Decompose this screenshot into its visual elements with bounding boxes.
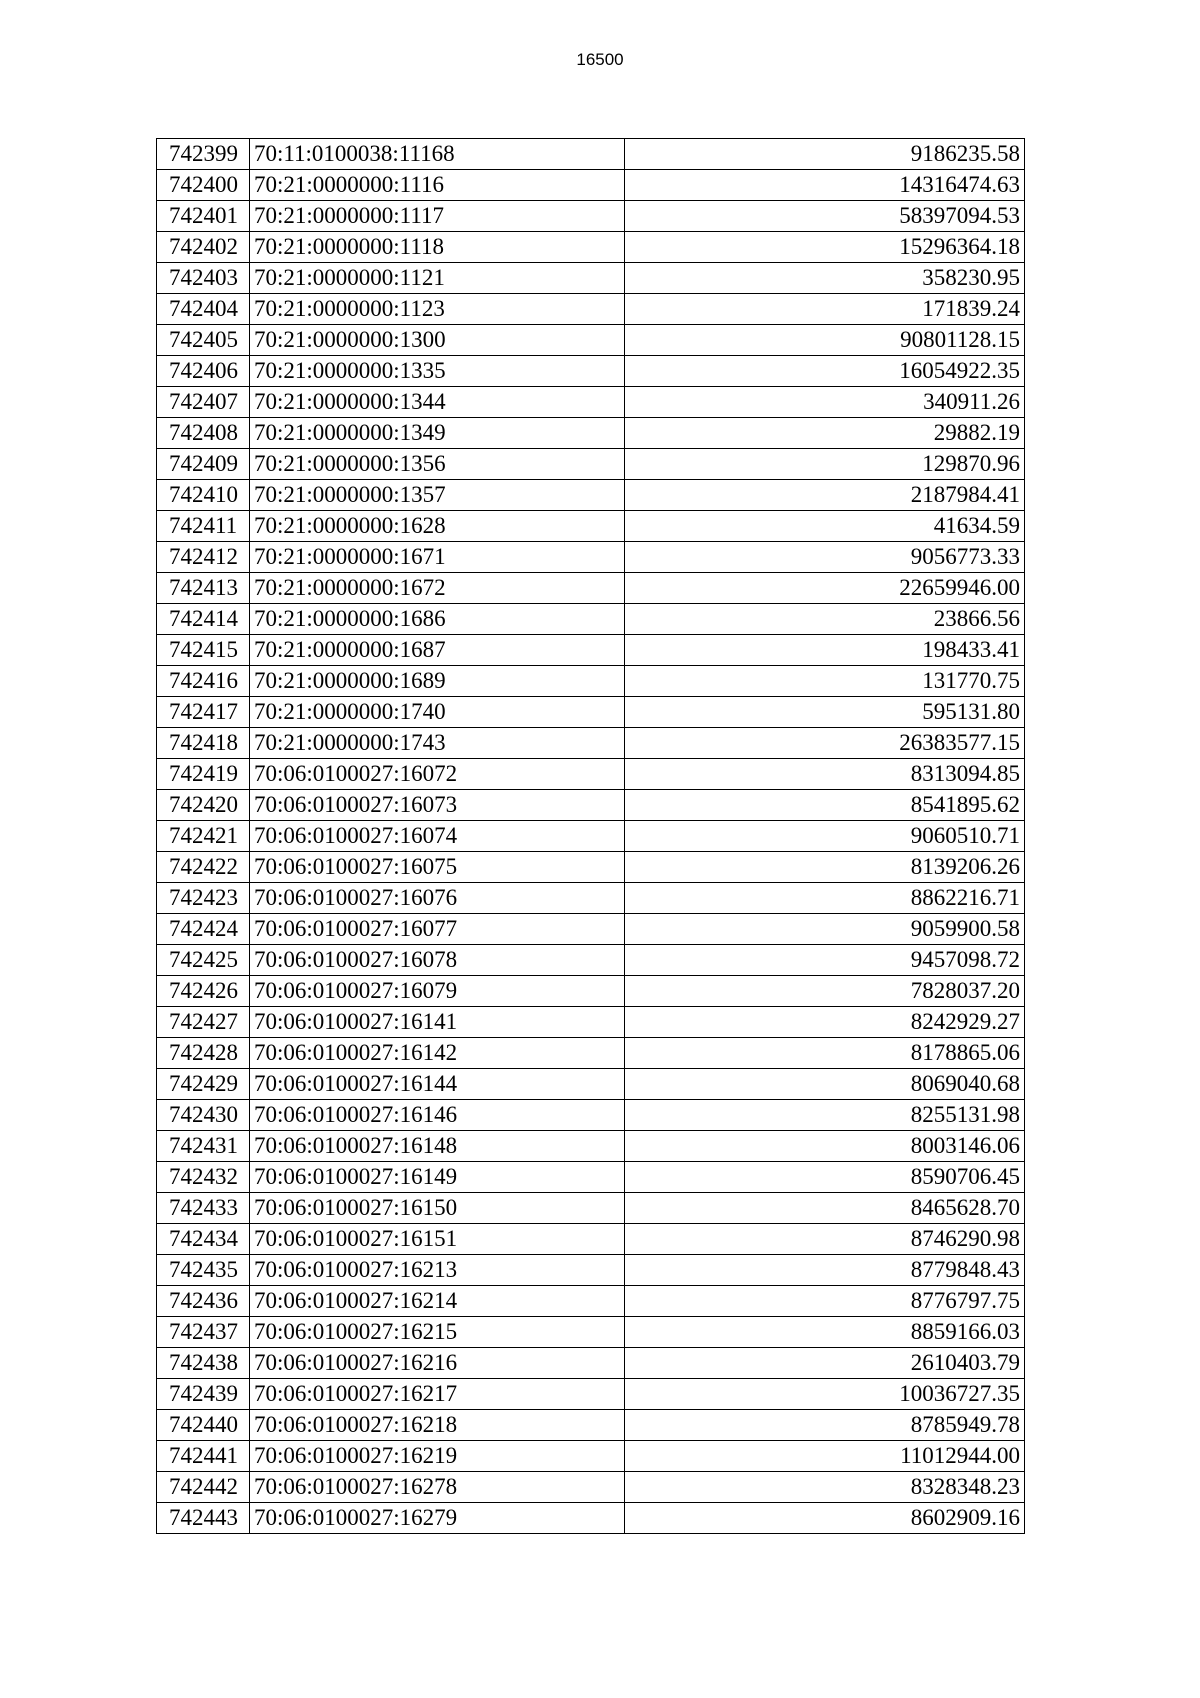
table-row	[157, 666, 1025, 697]
cadastral-value-cell: 9056773.33	[625, 542, 1025, 573]
cadastral-number-cell: 70:06:0100027:16217	[250, 1379, 625, 1410]
row-number-cell: 742428	[157, 1038, 250, 1069]
cadastral-value-cell: 41634.59	[625, 511, 1025, 542]
table-row	[157, 573, 1025, 604]
row-number-cell: 742436	[157, 1286, 250, 1317]
table-row	[157, 542, 1025, 573]
cadastral-number-cell: 70:21:0000000:1357	[250, 480, 625, 511]
row-number-cell: 742417	[157, 697, 250, 728]
table-row	[157, 759, 1025, 790]
table-row	[157, 1441, 1025, 1472]
cadastral-value-cell: 198433.41	[625, 635, 1025, 666]
table-row	[157, 821, 1025, 852]
row-number-cell: 742438	[157, 1348, 250, 1379]
table-row	[157, 170, 1025, 201]
cadastral-number-cell: 70:06:0100027:16216	[250, 1348, 625, 1379]
table-row	[157, 1255, 1025, 1286]
table-row	[157, 1162, 1025, 1193]
row-number-cell: 742423	[157, 883, 250, 914]
row-number-cell: 742405	[157, 325, 250, 356]
cadastral-value-cell: 11012944.00	[625, 1441, 1025, 1472]
table-row	[157, 480, 1025, 511]
table-row	[157, 914, 1025, 945]
row-number-cell: 742406	[157, 356, 250, 387]
cadastral-number-cell: 70:21:0000000:1672	[250, 573, 625, 604]
cadastral-value-cell: 2187984.41	[625, 480, 1025, 511]
cadastral-number-cell: 70:06:0100027:16213	[250, 1255, 625, 1286]
cadastral-number-cell: 70:06:0100027:16218	[250, 1410, 625, 1441]
cadastral-value-cell: 8746290.98	[625, 1224, 1025, 1255]
cadastral-value-cell: 15296364.18	[625, 232, 1025, 263]
cadastral-value-cell: 8785949.78	[625, 1410, 1025, 1441]
cadastral-value-cell: 8139206.26	[625, 852, 1025, 883]
row-number-cell: 742403	[157, 263, 250, 294]
cadastral-value-cell: 7828037.20	[625, 976, 1025, 1007]
cadastral-number-cell: 70:06:0100027:16278	[250, 1472, 625, 1503]
cadastral-number-cell: 70:21:0000000:1300	[250, 325, 625, 356]
row-number-cell: 742408	[157, 418, 250, 449]
row-number-cell: 742404	[157, 294, 250, 325]
cadastral-number-cell: 70:21:0000000:1118	[250, 232, 625, 263]
table-row	[157, 945, 1025, 976]
cadastral-value-cell: 2610403.79	[625, 1348, 1025, 1379]
cadastral-value-cell: 90801128.15	[625, 325, 1025, 356]
cadastral-number-cell: 70:06:0100027:16148	[250, 1131, 625, 1162]
row-number-cell: 742410	[157, 480, 250, 511]
cadastral-value-cell: 9059900.58	[625, 914, 1025, 945]
cadastral-number-cell: 70:06:0100027:16079	[250, 976, 625, 1007]
cadastral-number-cell: 70:21:0000000:1121	[250, 263, 625, 294]
table-row	[157, 294, 1025, 325]
cadastral-value-cell: 16054922.35	[625, 356, 1025, 387]
table-row	[157, 697, 1025, 728]
cadastral-number-cell: 70:06:0100027:16219	[250, 1441, 625, 1472]
cadastral-value-cell: 8862216.71	[625, 883, 1025, 914]
row-number-cell: 742411	[157, 511, 250, 542]
cadastral-value-cell: 8255131.98	[625, 1100, 1025, 1131]
cadastral-number-cell: 70:06:0100027:16150	[250, 1193, 625, 1224]
cadastral-number-cell: 70:06:0100027:16073	[250, 790, 625, 821]
table-row	[157, 1317, 1025, 1348]
page-number: 16500	[576, 50, 624, 69]
row-number-cell: 742409	[157, 449, 250, 480]
table-row	[157, 635, 1025, 666]
cadastral-number-cell: 70:06:0100027:16077	[250, 914, 625, 945]
cadastral-value-cell: 129870.96	[625, 449, 1025, 480]
table-row	[157, 976, 1025, 1007]
row-number-cell: 742399	[157, 139, 250, 170]
table-row	[157, 728, 1025, 759]
row-number-cell: 742413	[157, 573, 250, 604]
table-row	[157, 232, 1025, 263]
row-number-cell: 742415	[157, 635, 250, 666]
row-number-cell: 742429	[157, 1069, 250, 1100]
cadastral-value-cell: 595131.80	[625, 697, 1025, 728]
cadastral-number-cell: 70:06:0100027:16072	[250, 759, 625, 790]
table-row	[157, 1286, 1025, 1317]
cadastral-number-cell: 70:21:0000000:1671	[250, 542, 625, 573]
cadastral-number-cell: 70:06:0100027:16078	[250, 945, 625, 976]
cadastral-number-cell: 70:11:0100038:11168	[250, 139, 625, 170]
row-number-cell: 742433	[157, 1193, 250, 1224]
cadastral-value-cell: 9186235.58	[625, 139, 1025, 170]
cadastral-value-cell: 8003146.06	[625, 1131, 1025, 1162]
cadastral-number-cell: 70:06:0100027:16279	[250, 1503, 625, 1534]
cadastral-value-cell: 14316474.63	[625, 170, 1025, 201]
table-row	[157, 1007, 1025, 1038]
row-number-cell: 742431	[157, 1131, 250, 1162]
row-number-cell: 742439	[157, 1379, 250, 1410]
cadastral-value-cell: 171839.24	[625, 294, 1025, 325]
cadastral-number-cell: 70:06:0100027:16074	[250, 821, 625, 852]
table-row	[157, 139, 1025, 170]
cadastral-value-cell: 8328348.23	[625, 1472, 1025, 1503]
row-number-cell: 742401	[157, 201, 250, 232]
cadastral-value-cell: 8069040.68	[625, 1069, 1025, 1100]
table-row	[157, 883, 1025, 914]
table-row	[157, 604, 1025, 635]
row-number-cell: 742425	[157, 945, 250, 976]
cadastral-number-cell: 70:06:0100027:16149	[250, 1162, 625, 1193]
cadastral-value-cell: 340911.26	[625, 387, 1025, 418]
row-number-cell: 742437	[157, 1317, 250, 1348]
cadastral-number-cell: 70:06:0100027:16144	[250, 1069, 625, 1100]
table-row	[157, 1503, 1025, 1534]
table-row	[157, 387, 1025, 418]
table-row	[157, 1069, 1025, 1100]
cadastral-number-cell: 70:06:0100027:16214	[250, 1286, 625, 1317]
cadastral-value-cell: 10036727.35	[625, 1379, 1025, 1410]
cadastral-value-cell: 23866.56	[625, 604, 1025, 635]
cadastral-value-cell: 9060510.71	[625, 821, 1025, 852]
cadastral-number-cell: 70:21:0000000:1740	[250, 697, 625, 728]
table-row	[157, 1224, 1025, 1255]
cadastral-number-cell: 70:21:0000000:1117	[250, 201, 625, 232]
cadastral-value-cell: 26383577.15	[625, 728, 1025, 759]
row-number-cell: 742427	[157, 1007, 250, 1038]
cadastral-number-cell: 70:21:0000000:1344	[250, 387, 625, 418]
cadastral-number-cell: 70:21:0000000:1116	[250, 170, 625, 201]
table-row	[157, 852, 1025, 883]
cadastral-number-cell: 70:21:0000000:1356	[250, 449, 625, 480]
row-number-cell: 742421	[157, 821, 250, 852]
cadastral-number-cell: 70:06:0100027:16075	[250, 852, 625, 883]
cadastral-number-cell: 70:21:0000000:1743	[250, 728, 625, 759]
row-number-cell: 742426	[157, 976, 250, 1007]
table-body	[157, 139, 1025, 1534]
row-number-cell: 742422	[157, 852, 250, 883]
cadastral-number-cell: 70:06:0100027:16142	[250, 1038, 625, 1069]
table-row	[157, 263, 1025, 294]
cadastral-value-cell: 8178865.06	[625, 1038, 1025, 1069]
row-number-cell: 742443	[157, 1503, 250, 1534]
cadastral-value-cell: 8590706.45	[625, 1162, 1025, 1193]
row-number-cell: 742440	[157, 1410, 250, 1441]
cadastral-number-cell: 70:06:0100027:16076	[250, 883, 625, 914]
cadastral-value-cell: 358230.95	[625, 263, 1025, 294]
cadastral-number-cell: 70:21:0000000:1628	[250, 511, 625, 542]
cadastral-value-cell: 8776797.75	[625, 1286, 1025, 1317]
cadastral-number-cell: 70:21:0000000:1686	[250, 604, 625, 635]
cadastral-value-cell: 8541895.62	[625, 790, 1025, 821]
cadastral-number-cell: 70:21:0000000:1123	[250, 294, 625, 325]
cadastral-value-cell: 8313094.85	[625, 759, 1025, 790]
row-number-cell: 742419	[157, 759, 250, 790]
row-number-cell: 742435	[157, 1255, 250, 1286]
cadastral-value-table	[156, 138, 1025, 1534]
table-row	[157, 201, 1025, 232]
cadastral-value-cell: 58397094.53	[625, 201, 1025, 232]
table-row	[157, 511, 1025, 542]
row-number-cell: 742402	[157, 232, 250, 263]
table-row	[157, 1410, 1025, 1441]
cadastral-number-cell: 70:21:0000000:1349	[250, 418, 625, 449]
table-row	[157, 1038, 1025, 1069]
row-number-cell: 742416	[157, 666, 250, 697]
table-row	[157, 418, 1025, 449]
table-row	[157, 325, 1025, 356]
cadastral-value-cell: 22659946.00	[625, 573, 1025, 604]
table-row	[157, 449, 1025, 480]
table-row	[157, 1193, 1025, 1224]
table-row	[157, 790, 1025, 821]
row-number-cell: 742441	[157, 1441, 250, 1472]
cadastral-value-cell: 29882.19	[625, 418, 1025, 449]
cadastral-number-cell: 70:21:0000000:1687	[250, 635, 625, 666]
cadastral-value-cell: 8779848.43	[625, 1255, 1025, 1286]
row-number-cell: 742424	[157, 914, 250, 945]
row-number-cell: 742418	[157, 728, 250, 759]
cadastral-number-cell: 70:21:0000000:1689	[250, 666, 625, 697]
cadastral-value-cell: 8859166.03	[625, 1317, 1025, 1348]
cadastral-number-cell: 70:06:0100027:16151	[250, 1224, 625, 1255]
cadastral-value-cell: 131770.75	[625, 666, 1025, 697]
row-number-cell: 742442	[157, 1472, 250, 1503]
row-number-cell: 742430	[157, 1100, 250, 1131]
table-row	[157, 1472, 1025, 1503]
cadastral-value-cell: 8465628.70	[625, 1193, 1025, 1224]
row-number-cell: 742420	[157, 790, 250, 821]
cadastral-value-cell: 8602909.16	[625, 1503, 1025, 1534]
table-row	[157, 1100, 1025, 1131]
table-row	[157, 1131, 1025, 1162]
row-number-cell: 742412	[157, 542, 250, 573]
cadastral-value-cell: 9457098.72	[625, 945, 1025, 976]
table-row	[157, 1348, 1025, 1379]
row-number-cell: 742414	[157, 604, 250, 635]
cadastral-number-cell: 70:06:0100027:16215	[250, 1317, 625, 1348]
row-number-cell: 742400	[157, 170, 250, 201]
row-number-cell: 742407	[157, 387, 250, 418]
cadastral-number-cell: 70:21:0000000:1335	[250, 356, 625, 387]
cadastral-number-cell: 70:06:0100027:16146	[250, 1100, 625, 1131]
table-row	[157, 1379, 1025, 1410]
row-number-cell: 742434	[157, 1224, 250, 1255]
cadastral-value-cell: 8242929.27	[625, 1007, 1025, 1038]
table-row	[157, 356, 1025, 387]
cadastral-number-cell: 70:06:0100027:16141	[250, 1007, 625, 1038]
row-number-cell: 742432	[157, 1162, 250, 1193]
